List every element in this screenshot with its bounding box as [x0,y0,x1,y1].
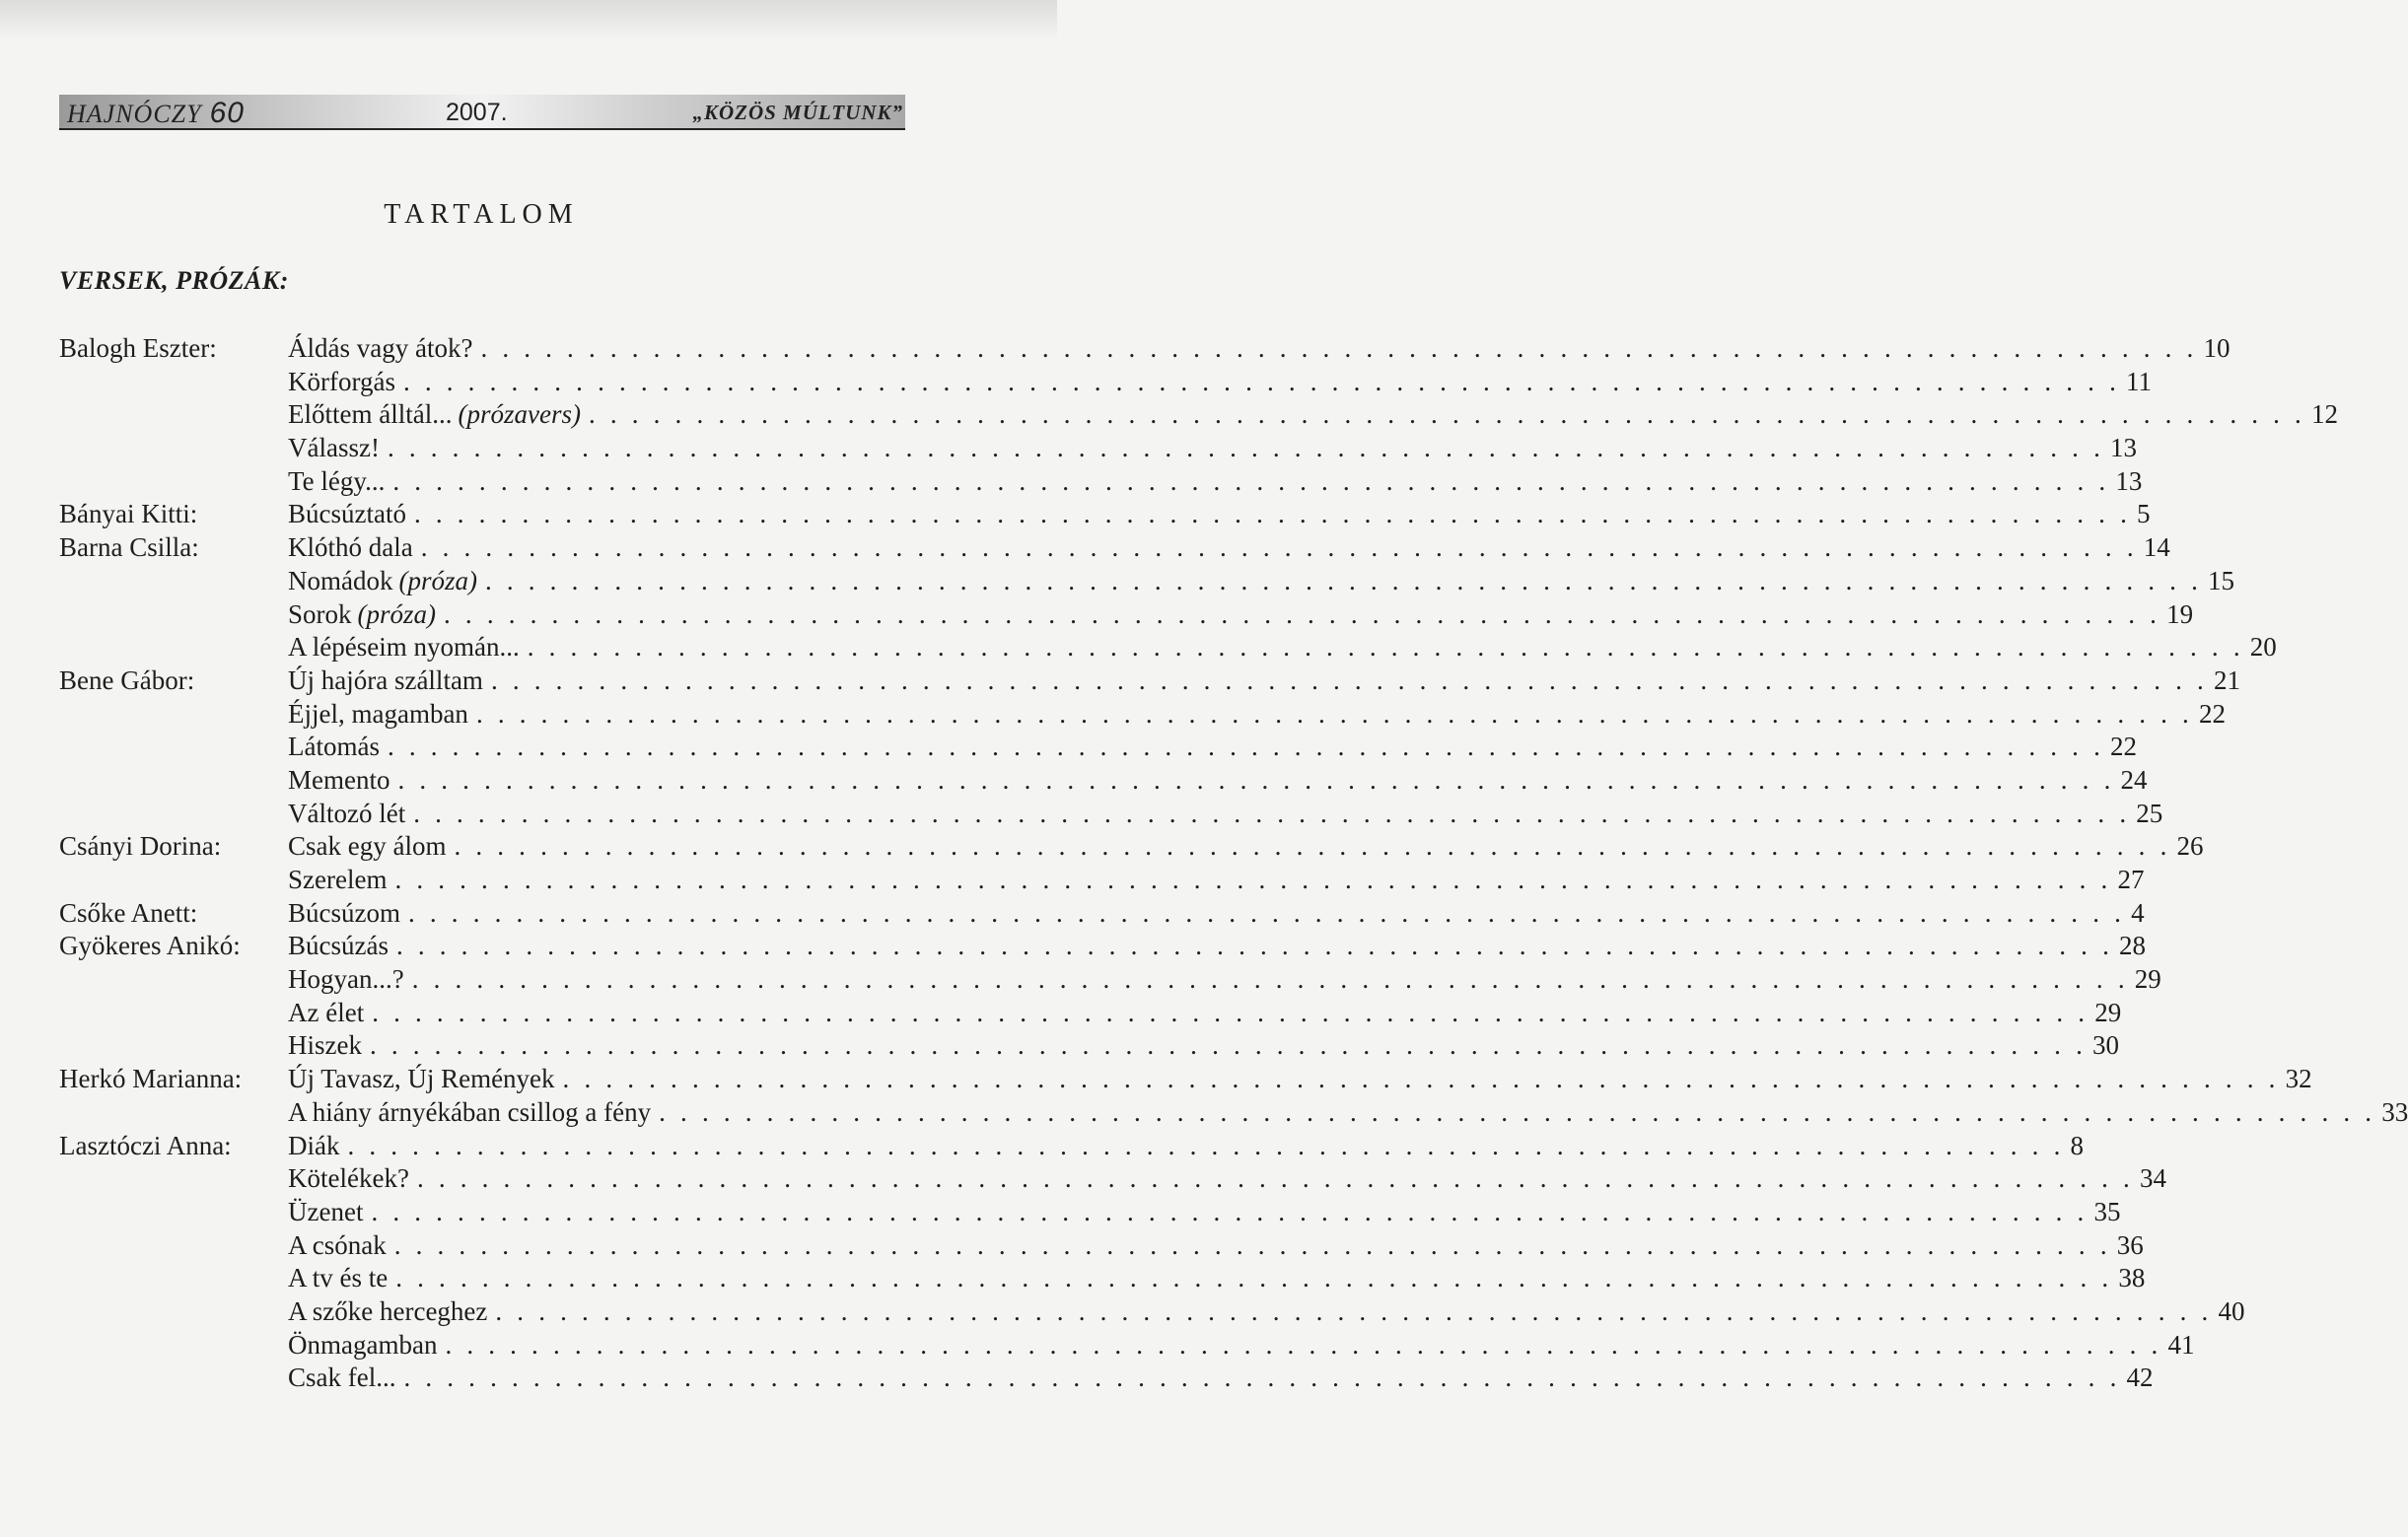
toc-entry [59,864,2145,897]
toc-page-number: 34 [2140,1163,2166,1194]
toc-entry [59,1096,2408,1130]
toc-title: Sorok [288,598,352,629]
toc-title: Kötelékek? [288,1163,409,1194]
toc-leader-dots: . . . . . . . . . . . . . . . . . . . . . . . . . . . . . . . . . . . . . . . . . . . . . . . . . . . . . . . . . . . . . . . . . . . . . . . . . . . . . . . . [444,598,2161,629]
toc-entry-line [288,1130,2085,1163]
toc-entry [59,1362,2154,1395]
toc-title: Diák [288,1130,340,1160]
toc-leader-dots: . . . . . . . . . . . . . . . . . . . . . . . . . . . . . . . . . . . . . . . . . . . . . . . . . . . . . . . . . . . . . . . . . . . . . . . . . . . . . . . . [387,433,2105,463]
toc-leader-dots: . . . . . . . . . . . . . . . . . . . . . . . . . . . . . . . . . . . . . . . . . . . . . . . . . . . . . . . . . . . . . . . . . . . . . . . . . . . . . . . . [413,499,2132,529]
toc-page-number: 15 [2208,565,2235,595]
toc-page-number: 36 [2116,1229,2144,1260]
page-title: TARTALOM [384,199,579,230]
toc-title: Új hajóra szálltam [288,664,483,695]
toc-title: Változó lét [288,798,406,828]
toc-entry [59,997,2122,1030]
toc-leader-dots: . . . . . . . . . . . . . . . . . . . . . . . . . . . . . . . . . . . . . . . . . . . . . . . . . . . . . . . . . . . . . . . . . . . . . . . . . . . . . . . . [395,931,2114,961]
toc-page-number: 8 [2070,1130,2085,1160]
toc-author: Lasztóczi Anna: [59,1130,232,1160]
toc-entry-line [288,798,2163,831]
toc-entry [59,830,2204,864]
toc-entry [59,531,2170,565]
toc-entry-line [288,997,2122,1030]
toc-page-number: 41 [2167,1329,2195,1360]
toc-leader-dots: . . . . . . . . . . . . . . . . . . . . . . . . . . . . . . . . . . . . . . . . . . . . . . . . . . . . . . . . . . . . . . . . . . . . . . . . . . . . . . . . [659,1096,2376,1127]
toc-entry [59,498,2151,531]
toc-genre-note: (próza) [357,598,437,629]
toc-entry [59,465,2143,499]
toc-entry-line [288,664,2240,698]
toc-leader-dots: . . . . . . . . . . . . . . . . . . . . . . . . . . . . . . . . . . . . . . . . . . . . . . . . . . . . . . . . . . . . . . . . . . . . . . . . . . . . . . . . [394,865,2112,894]
toc-entry [59,1029,2120,1063]
toc-title: A hiány árnyékában csillog a fény [288,1096,652,1127]
toc-entry [59,366,2153,399]
toc-leader-dots: . . . . . . . . . . . . . . . . . . . . . . . . . . . . . . . . . . . . . . . . . . . . . . . . . . . . . . . . . . . . . . . . . . . . . . . . . . . . . . . . [371,1196,2089,1226]
toc-entry-line [288,930,2147,963]
toc-leader-dots: . . . . . . . . . . . . . . . . . . . . . . . . . . . . . . . . . . . . . . . . . . . . . . . . . . . . . . . . . . . . . . . . . . . . . . . . . . . . . . . . [395,1263,2113,1293]
toc-page-number: 21 [2214,664,2240,695]
toc-title: Klóthó dala [288,532,413,563]
toc-leader-dots: . . . . . . . . . . . . . . . . . . . . . . . . . . . . . . . . . . . . . . . . . . . . . . . . . . . . . . . . . . . . . . . . . . . . . . . . . . . . . . . . [490,664,2208,695]
toc-entry-line [288,864,2145,897]
toc-page-number: 30 [2092,1030,2120,1061]
toc-page-number: 35 [2093,1196,2121,1226]
toc-entry-line [288,465,2143,499]
toc-entry [59,1229,2144,1263]
toc-entry [59,897,2145,931]
toc-entry-line [288,1329,2195,1362]
toc-entry-line [288,398,2339,432]
toc-entry [59,1329,2195,1362]
toc-title: Az élet [288,997,365,1027]
toc-title: Csak egy álom [288,831,447,862]
toc-page-number: 10 [2203,333,2231,363]
toc-page-number: 13 [2110,433,2138,463]
toc-title: Búcsúztató [288,499,406,529]
toc-leader-dots: . . . . . . . . . . . . . . . . . . . . . . . . . . . . . . . . . . . . . . . . . . . . . . . . . . . . . . . . . . . . . . . . . . . . . . . . . . . . . . . . [416,1163,2134,1194]
toc-entry-line [288,698,2226,732]
toc-title: Éjjel, magamban [288,698,468,729]
toc-page-number: 38 [2118,1263,2146,1293]
toc-entry-line [288,1362,2154,1395]
toc-entry-line [288,963,2161,997]
toc-title: Búcsúzom [288,897,400,928]
toc-leader-dots: . . . . . . . . . . . . . . . . . . . . . . . . . . . . . . . . . . . . . . . . . . . . . . . . . . . . . . . . . . . . . . . . . . . . . . . . . . . . . . . . [527,632,2244,663]
toc-entry-line [288,1295,2245,1329]
toc-genre-note: (próza) [398,565,477,595]
toc-author: Herkó Marianna: [59,1064,243,1094]
toc-title: Látomás [288,732,380,762]
toc-author: Gyökeres Anikó: [59,931,241,961]
toc-title: A tv és te [288,1263,389,1293]
toc-entry [59,930,2147,963]
toc-entry-line [288,764,2148,798]
toc-leader-dots: . . . . . . . . . . . . . . . . . . . . . . . . . . . . . . . . . . . . . . . . . . . . . . . . . . . . . . . . . . . . . . . . . . . . . . . . . . . . . . . . [392,465,2110,496]
header-journal-title: HAJNÓCZY [67,100,202,128]
toc-entry [59,798,2163,831]
toc-leader-dots: . . . . . . . . . . . . . . . . . . . . . . . . . . . . . . . . . . . . . . . . . . . . . . . . . . . . . . . . . . . . . . . . . . . . . . . . . . . . . . . . [588,399,2306,430]
toc-entry [59,1295,2245,1329]
toc-page-number: 29 [2134,964,2161,995]
toc-entry-line [288,1229,2144,1263]
toc-title: Önmagamban [288,1329,438,1360]
toc-title: Előttem álltál... [288,399,453,430]
toc-title: Búcsúzás [288,931,389,961]
toc-title: Memento [288,764,390,795]
toc-entry-line [288,1096,2408,1130]
toc-page-number: 19 [2166,598,2194,629]
toc-entry-line [288,1196,2121,1229]
page-top-shadow [0,0,1057,39]
toc-entry-line [288,1063,2312,1096]
toc-title: Nomádok [288,565,393,595]
toc-author: Balogh Eszter: [59,333,217,363]
toc-entry-line [288,897,2145,931]
header-year: 2007. [446,99,508,126]
toc-entry-line [288,1029,2120,1063]
toc-page-number: 22 [2110,732,2138,762]
toc-leader-dots: . . . . . . . . . . . . . . . . . . . . . . . . . . . . . . . . . . . . . . . . . . . . . . . . . . . . . . . . . . . . . . . . . . . . . . . . . . . . . . . . [402,366,2121,396]
toc-title: Üzenet [288,1196,364,1226]
toc-entry-line [288,1162,2166,1196]
toc-title: Körforgás [288,366,395,396]
header-journal-name [67,97,245,130]
toc-entry [59,764,2148,798]
toc-entry [59,1162,2166,1196]
toc-page-number: 40 [2218,1295,2245,1326]
toc-leader-dots: . . . . . . . . . . . . . . . . . . . . . . . . . . . . . . . . . . . . . . . . . . . . . . . . . . . . . . . . . . . . . . . . . . . . . . . . . . . . . . . . [454,831,2171,862]
toc-page-number: 22 [2199,698,2226,729]
toc-entry [59,332,2231,366]
section-heading: VERSEK, PRÓZÁK: [59,266,289,295]
toc-page-number: 29 [2094,997,2122,1027]
toc-page-number: 27 [2117,865,2145,894]
toc-entry-line [288,1262,2146,1295]
toc-entry-line [288,498,2151,531]
toc-leader-dots: . . . . . . . . . . . . . . . . . . . . . . . . . . . . . . . . . . . . . . . . . . . . . . . . . . . . . . . . . . . . . . . . . . . . . . . . . . . . . . . . [372,997,2089,1027]
toc-page-number: 20 [2249,632,2277,663]
toc-leader-dots: . . . . . . . . . . . . . . . . . . . . . . . . . . . . . . . . . . . . . . . . . . . . . . . . . . . . . . . . . . . . . . . . . . . . . . . . . . . . . . . . [387,732,2105,762]
toc-genre-note: (prózavers) [458,399,581,430]
toc-page-number: 4 [2131,897,2145,928]
toc-entry-line [288,830,2204,864]
toc-leader-dots: . . . . . . . . . . . . . . . . . . . . . . . . . . . . . . . . . . . . . . . . . . . . . . . . . . . . . . . . . . . . . . . . . . . . . . . . . . . . . . . . [420,532,2138,563]
toc-leader-dots: . . . . . . . . . . . . . . . . . . . . . . . . . . . . . . . . . . . . . . . . . . . . . . . . . . . . . . . . . . . . . . . . . . . . . . . . . . . . . . . . [369,1030,2088,1061]
toc-leader-dots: . . . . . . . . . . . . . . . . . . . . . . . . . . . . . . . . . . . . . . . . . . . . . . . . . . . . . . . . . . . . . . . . . . . . . . . . . . . . . . . . [403,1362,2121,1393]
toc-page-number: 33 [2381,1096,2408,1127]
toc-page-number: 24 [2120,764,2148,795]
header-journal-number: 60 [209,97,245,129]
toc-page-number: 12 [2311,399,2339,430]
toc-entry [59,565,2235,598]
toc-entry [59,598,2194,632]
toc-leader-dots: . . . . . . . . . . . . . . . . . . . . . . . . . . . . . . . . . . . . . . . . . . . . . . . . . . . . . . . . . . . . . . . . . . . . . . . . . . . . . . . . [475,698,2193,729]
toc-title: Szerelem [288,865,388,894]
toc-title: A lépéseim nyomán... [288,632,520,663]
toc-author: Csőke Anett: [59,897,198,928]
toc-page-number: 28 [2119,931,2147,961]
toc-leader-dots: . . . . . . . . . . . . . . . . . . . . . . . . . . . . . . . . . . . . . . . . . . . . . . . . . . . . . . . . . . . . . . . . . . . . . . . . . . . . . . . . [495,1295,2213,1326]
toc-entry [59,398,2339,432]
toc-leader-dots: . . . . . . . . . . . . . . . . . . . . . . . . . . . . . . . . . . . . . . . . . . . . . . . . . . . . . . . . . . . . . . . . . . . . . . . . . . . . . . . . [393,1229,2111,1260]
toc-title: Hiszek [288,1030,362,1061]
toc-entry [59,1063,2312,1096]
toc-entry [59,631,2277,664]
toc-entry-line [288,631,2277,664]
toc-title: Áldás vagy átok? [288,333,473,363]
table-of-contents [59,332,2408,1395]
toc-title: A csónak [288,1229,387,1260]
toc-entry [59,1130,2085,1163]
toc-title: Válassz! [288,433,380,463]
toc-entry-line [288,366,2153,399]
toc-page-number: 26 [2176,831,2204,862]
toc-title: Új Tavasz, Új Remények [288,1064,555,1094]
toc-page-number: 5 [2137,499,2151,529]
toc-entry-line [288,332,2231,366]
toc-page-number: 14 [2143,532,2170,563]
header-series-title: „KÖZÖS MÚLTUNK” [692,101,903,124]
toc-entry [59,731,2138,764]
toc-leader-dots: . . . . . . . . . . . . . . . . . . . . . . . . . . . . . . . . . . . . . . . . . . . . . . . . . . . . . . . . . . . . . . . . . . . . . . . . . . . . . . . . [445,1329,2162,1360]
toc-entry-line [288,598,2194,632]
toc-leader-dots: . . . . . . . . . . . . . . . . . . . . . . . . . . . . . . . . . . . . . . . . . . . . . . . . . . . . . . . . . . . . . . . . . . . . . . . . . . . . . . . . [484,565,2203,595]
toc-leader-dots: . . . . . . . . . . . . . . . . . . . . . . . . . . . . . . . . . . . . . . . . . . . . . . . . . . . . . . . . . . . . . . . . . . . . . . . . . . . . . . . . [397,764,2115,795]
toc-title: Te légy... [288,465,386,496]
toc-author: Bányai Kitti: [59,499,198,529]
toc-page-number: 11 [2126,366,2153,396]
toc-page-number: 42 [2126,1362,2154,1393]
toc-leader-dots: . . . . . . . . . . . . . . . . . . . . . . . . . . . . . . . . . . . . . . . . . . . . . . . . . . . . . . . . . . . . . . . . . . . . . . . . . . . . . . . . [480,333,2198,363]
toc-leader-dots: . . . . . . . . . . . . . . . . . . . . . . . . . . . . . . . . . . . . . . . . . . . . . . . . . . . . . . . . . . . . . . . . . . . . . . . . . . . . . . . . [347,1130,2065,1160]
toc-entry [59,698,2226,732]
toc-author: Bene Gábor: [59,664,195,695]
toc-entry [59,1196,2121,1229]
toc-entry [59,963,2161,997]
toc-leader-dots: . . . . . . . . . . . . . . . . . . . . . . . . . . . . . . . . . . . . . . . . . . . . . . . . . . . . . . . . . . . . . . . . . . . . . . . . . . . . . . . . [413,798,2131,828]
toc-entry [59,432,2138,465]
toc-entry-line [288,565,2235,598]
toc-entry [59,1262,2146,1295]
toc-title: Csak fel... [288,1362,396,1393]
toc-entry-line [288,531,2170,565]
toc-page-number: 25 [2136,798,2163,828]
toc-author: Csányi Dorina: [59,831,222,862]
toc-entry [59,664,2240,698]
toc-title: A szőke herceghez [288,1295,488,1326]
toc-page-number: 13 [2115,465,2143,496]
toc-author: Barna Csilla: [59,532,199,563]
toc-leader-dots: . . . . . . . . . . . . . . . . . . . . . . . . . . . . . . . . . . . . . . . . . . . . . . . . . . . . . . . . . . . . . . . . . . . . . . . . . . . . . . . . [562,1064,2280,1094]
toc-page-number: 32 [2285,1064,2312,1094]
toc-entry-line [288,432,2138,465]
toc-leader-dots: . . . . . . . . . . . . . . . . . . . . . . . . . . . . . . . . . . . . . . . . . . . . . . . . . . . . . . . . . . . . . . . . . . . . . . . . . . . . . . . . [411,964,2129,995]
toc-title: Hogyan...? [288,964,404,995]
toc-entry-line [288,731,2138,764]
toc-leader-dots: . . . . . . . . . . . . . . . . . . . . . . . . . . . . . . . . . . . . . . . . . . . . . . . . . . . . . . . . . . . . . . . . . . . . . . . . . . . . . . . . [408,897,2126,928]
